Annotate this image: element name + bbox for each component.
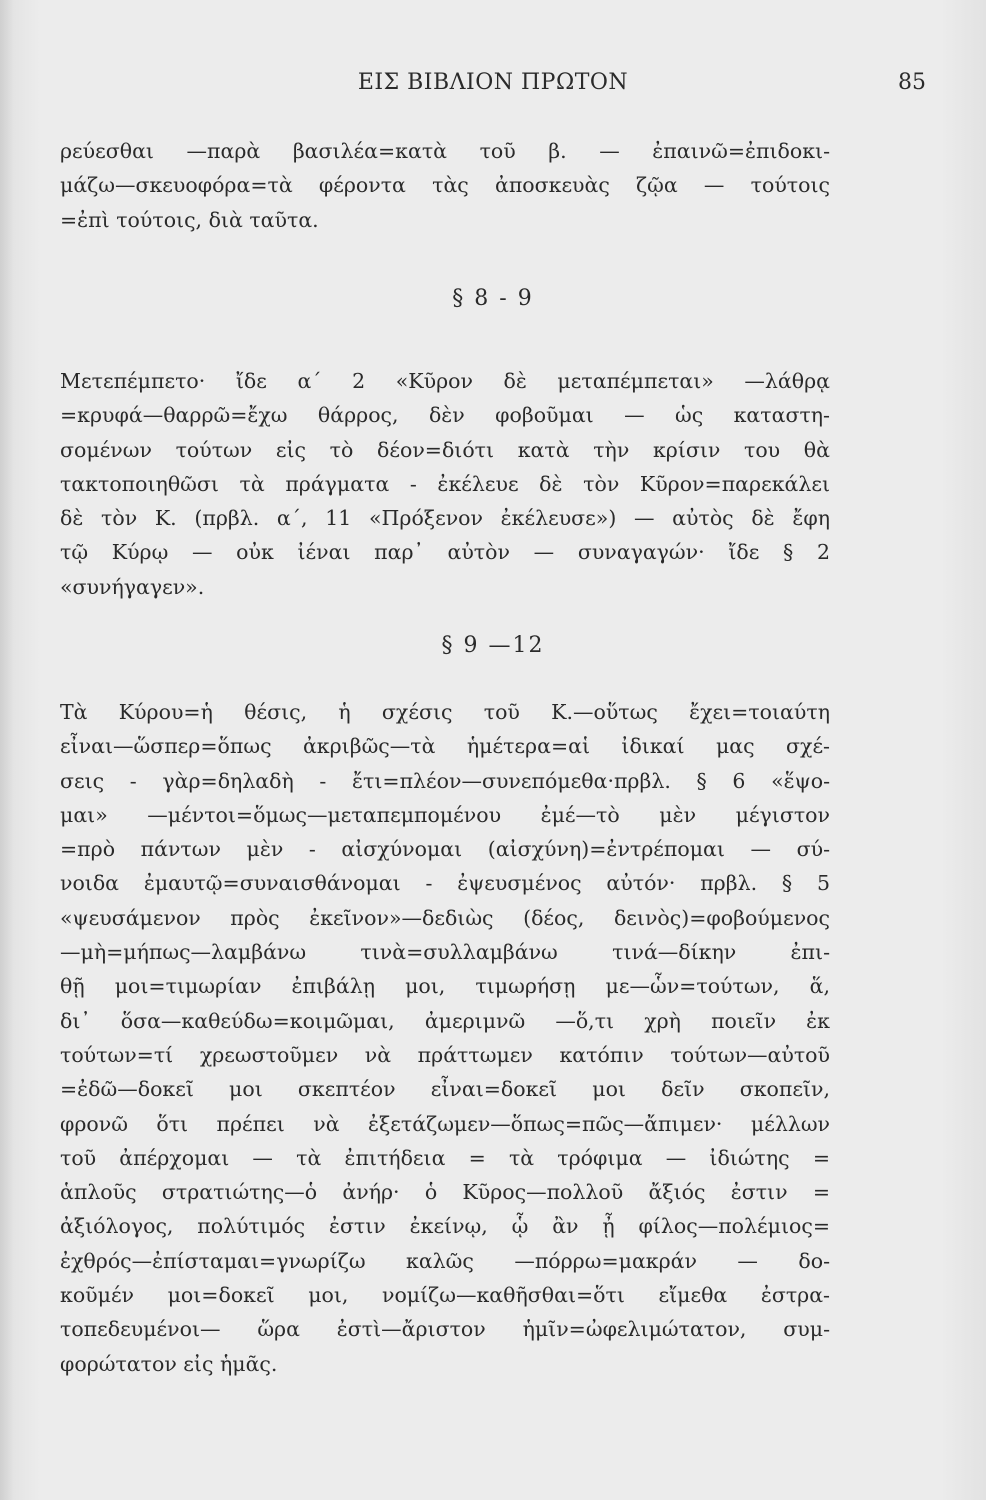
text-line: σομένων τούτων εἰς τὸ δέον=διότι κατὰ τὴν κρίσιν του θὰ: [60, 437, 830, 462]
paragraph-section-9-12: [60, 695, 830, 1381]
page-header: [60, 70, 926, 104]
text-line: «συνήγαγεν».: [60, 574, 205, 599]
text-line: σεις - γὰρ=δηλαδὴ - ἔτι=πλέον—συνεπόμεθα·πρβλ. § 6 «ἕψο-: [60, 768, 830, 793]
text-line: ἐχθρός—ἐπίσταμαι=γνωρίζω καλῶς —πόρρω=μακράν — δο-: [60, 1248, 830, 1273]
text-line: —μὴ=μήπως—λαμβάνω τινὰ=συλλαμβάνω τινά—δίκην ἐπι-: [60, 940, 830, 965]
text-line: =κρυφά—θαρρῶ=ἔχω θάρρος, δὲν φοβοῦμαι — ὡς καταστη-: [60, 403, 830, 428]
text-line: ἁπλοῦς στρατιώτης—ὁ ἀνήρ· ὁ Κῦρος—πολλοῦ ἄξιός ἐστιν =: [60, 1180, 830, 1205]
text-line: =πρὸ πάντων μὲν - αἰσχύνομαι (αἰσχύνη)=ἐντρέπομαι — σύ-: [60, 837, 830, 862]
text-line: κοῦμέν μοι=δοκεῖ μοι, νομίζω—καθῆσθαι=ὅτι εἴμεθα ἐστρα-: [60, 1283, 830, 1308]
text-line: ρεύεσθαι —παρὰ βασιλέα=κατὰ τοῦ β. — ἐπαινῶ=ἐπιδοκι-: [60, 139, 830, 163]
text-line: Μετεπέμπετο· ἴδε α΄ 2 «Κῦρον δὲ μεταπέμπεται» —λάθρᾳ: [60, 369, 830, 393]
text-line: τῷ Κύρῳ — οὐκ ἰέναι παρ᾽ αὐτὸν — συναγαγών· ἴδε § 2: [60, 540, 830, 565]
text-line: φορώτατον εἰς ἡμᾶς.: [60, 1351, 278, 1376]
paragraph-section-8-9: [60, 364, 830, 604]
page-number: 85: [898, 70, 926, 95]
text-line: =ἐδῶ—δοκεῖ μοι σκεπτέον εἶναι=δοκεῖ μοι δεῖν σκοπεῖν,: [60, 1077, 830, 1102]
text-line: δὲ τὸν Κ. (πρβλ. α΄, 11 «Πρόξενον ἐκέλευσε») — αὐτὸς δὲ ἔφη: [60, 506, 830, 531]
running-title: ΕΙΣ ΒΙΒΛΙΟΝ ΠΡΩΤΟΝ: [357, 70, 629, 95]
text-line: νοιδα ἐμαυτῷ=συναισθάνομαι - ἐψευσμένος αὐτόν· πρβλ. § 5: [60, 871, 830, 896]
text-line: θῇ μοι=τιμωρίαν ἐπιβάλῃ μοι, τιμωρήσῃ με—ὧν=τούτων, ἅ,: [60, 974, 830, 999]
text-line: =ἐπὶ τούτοις, διὰ ταῦτα.: [60, 207, 319, 232]
text-line: τοῦ ἀπέρχομαι — τὰ ἐπιτήδεια = τὰ τρόφιμα — ἰδιώτης =: [60, 1145, 830, 1170]
text-line: τούτων=τί χρεωστοῦμεν νὰ πράττωμεν κατόπιν τούτων—αὐτοῦ: [60, 1042, 830, 1067]
text-line: φρονῶ ὅτι πρέπει νὰ ἐξετάζωμεν—ὅπως=πῶς—ἄπιμεν· μέλλων: [60, 1111, 830, 1136]
text-line: δι᾽ ὅσα—καθεύδω=κοιμῶμαι, ἀμεριμνῶ —ὅ,τι χρὴ ποιεῖν ἐκ: [60, 1008, 830, 1033]
text-line: Τὰ Κύρου=ἡ θέσις, ἡ σχέσις τοῦ Κ.—οὕτως ἔχει=τοιαύτη: [60, 700, 830, 724]
text-line: εἶναι—ὥσπερ=ὅπως ἀκριβῶς—τὰ ἡμέτερα=αἱ ἰδικαί μας σχέ-: [60, 734, 830, 759]
text-line: «ψευσάμενον πρὸς ἐκεῖνον»—δεδιὼς (δέος, δεινὸς)=φοβούμενος: [60, 905, 830, 930]
text-line: μαι» —μέντοι=ὅμως—μεταπεμπομένου ἐμέ—τὸ μὲν μέγιστον: [60, 802, 830, 827]
paragraph-continued: [60, 134, 830, 237]
section-heading: § 8 - 9: [452, 286, 534, 311]
text-line: τοπεδευμένοι— ὥρα ἐστὶ—ἄριστον ἡμῖν=ὠφελιμώτατον, συμ-: [60, 1317, 830, 1342]
text-line: ἀξιόλογος, πολύτιμός ἐστιν ἐκείνῳ, ᾧ ἂν ᾖ φίλος—πολέμιος=: [60, 1214, 830, 1239]
section-heading: § 9 —12: [441, 633, 545, 658]
text-line: μάζω—σκευοφόρα=τὰ φέροντα τὰς ἀποσκευὰς ζῷα — τούτοις: [60, 173, 830, 198]
text-line: τακτοποιηθῶσι τὰ πράγματα - ἐκέλευε δὲ τὸν Κῦρον=παρεκάλει: [60, 471, 830, 496]
